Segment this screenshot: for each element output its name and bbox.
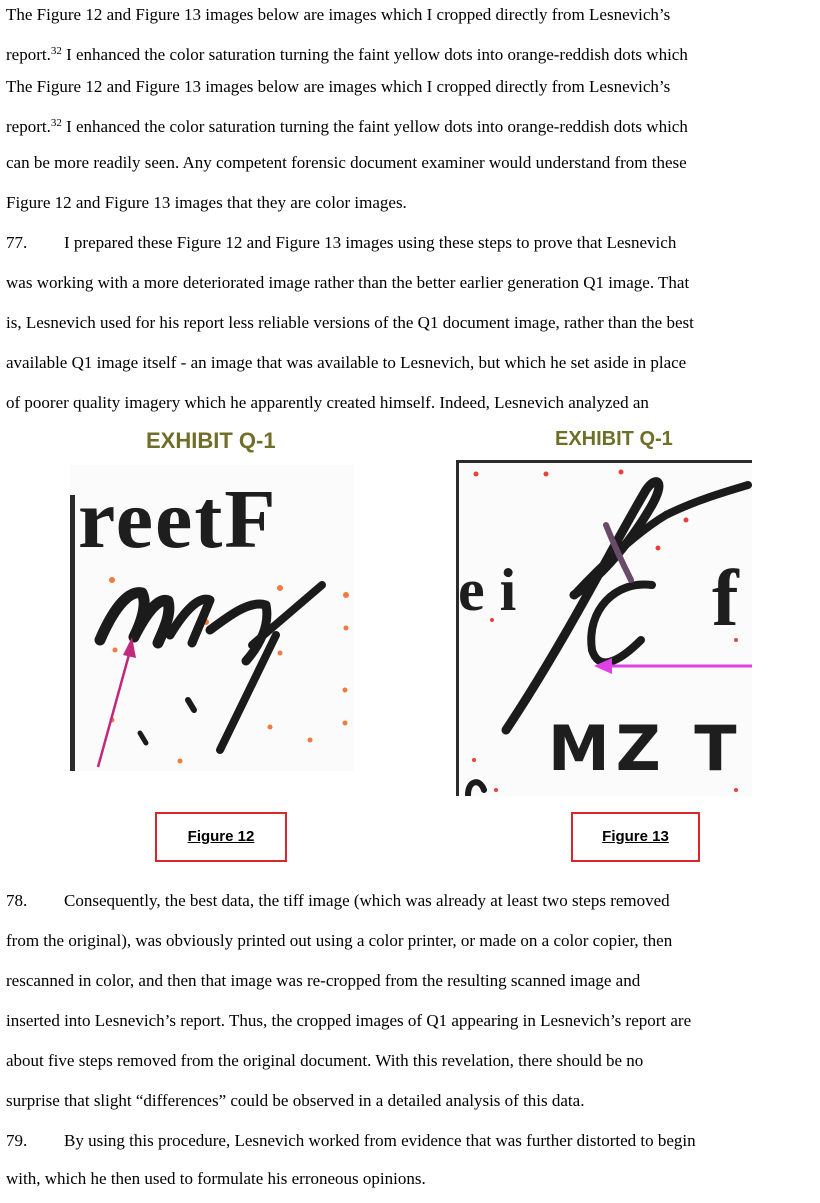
p77-text-1: I prepared these Figure 12 and Figure 13 images using these steps to prove that Lesnevich bbox=[64, 233, 677, 252]
report-prefix: report. bbox=[6, 45, 51, 64]
figure-13-scan bbox=[456, 460, 752, 796]
p78-text-1: Consequently, the best data, the tiff image (which was already at least two steps removed bbox=[64, 891, 670, 910]
figure-13-exhibit-label: EXHIBIT Q-1 bbox=[555, 428, 673, 450]
p79-line-1 bbox=[6, 1131, 696, 1151]
intro-line-4 bbox=[6, 117, 688, 137]
figure-12-typed-text: reetF bbox=[78, 473, 278, 566]
p79-line-2: with, which he then used to formulate his erroneous opinions. bbox=[6, 1169, 426, 1188]
report-prefix: report. bbox=[6, 117, 51, 136]
p78-line-6: surprise that slight “differences” could be observed in a detailed analysis of this data. bbox=[6, 1091, 585, 1110]
figure-12-scan bbox=[70, 465, 354, 771]
footnote-ref[interactable]: 32 bbox=[50, 117, 62, 129]
intro-line-4-text: I enhanced the color saturation turning the faint yellow dots into orange-reddish dots which bbox=[66, 117, 688, 136]
p77-line-5: of poorer quality imagery which he apparently created himself. Indeed, Lesnevich analyzed an bbox=[6, 393, 649, 412]
p77-line-3: is, Lesnevich used for his report less reliable versions of the Q1 document image, rather than the best bbox=[6, 313, 694, 332]
intro-line-5: can be more readily seen. Any competent forensic document examiner would understand from these bbox=[6, 153, 687, 172]
p78-line-2: from the original), was obviously printed out using a color printer, or made on a color copier, then bbox=[6, 931, 673, 950]
p77-line-4: available Q1 image itself - an image that was available to Lesnevich, but which he set aside in place bbox=[6, 353, 687, 372]
p78-line-1 bbox=[6, 891, 670, 911]
paragraph-number: 79. bbox=[6, 1131, 28, 1150]
figure-13-typed-text-2: f bbox=[712, 555, 739, 643]
figure-13-caption: Figure 13 bbox=[571, 812, 700, 862]
intro-line-1: The Figure 12 and Figure 13 images below are images which I cropped directly from Lesnevich’s bbox=[6, 5, 671, 24]
figure-12-image bbox=[70, 465, 354, 771]
intro-line-6: Figure 12 and Figure 13 images that they are color images. bbox=[6, 193, 407, 212]
p77-line-2: was working with a more deteriorated image rather than the better earlier generation Q1 image. That bbox=[6, 273, 690, 292]
figure-12-caption: Figure 12 bbox=[155, 812, 287, 862]
figure-12-exhibit-label: EXHIBIT Q-1 bbox=[146, 428, 276, 453]
paragraph-number: 77. bbox=[6, 233, 28, 252]
footnote-ref[interactable]: 32 bbox=[50, 45, 62, 57]
figure-13-typed-text-1: e i bbox=[458, 557, 517, 623]
p78-line-3: rescanned in color, and then that image was re-cropped from the resulting scanned image and bbox=[6, 971, 641, 990]
intro-line-3: The Figure 12 and Figure 13 images below are images which I cropped directly from Lesnevich’s bbox=[6, 77, 671, 96]
intro-line-2-text: I enhanced the color saturation turning the faint yellow dots into orange-reddish dots which bbox=[66, 45, 688, 64]
intro-line-2 bbox=[6, 45, 688, 65]
p78-line-5: about five steps removed from the original document. With this revelation, there should be no bbox=[6, 1051, 644, 1070]
p77-line-1 bbox=[6, 233, 676, 253]
figure-13-handwritten-initials: MZ T bbox=[548, 712, 743, 785]
p79-text-1: By using this procedure, Lesnevich worked from evidence that was further distorted to begin bbox=[64, 1131, 696, 1150]
figure-13-image bbox=[456, 460, 752, 796]
p78-line-4: inserted into Lesnevich’s report. Thus, the cropped images of Q1 appearing in Lesnevich’s report are bbox=[6, 1011, 692, 1030]
paragraph-number: 78. bbox=[6, 891, 28, 910]
